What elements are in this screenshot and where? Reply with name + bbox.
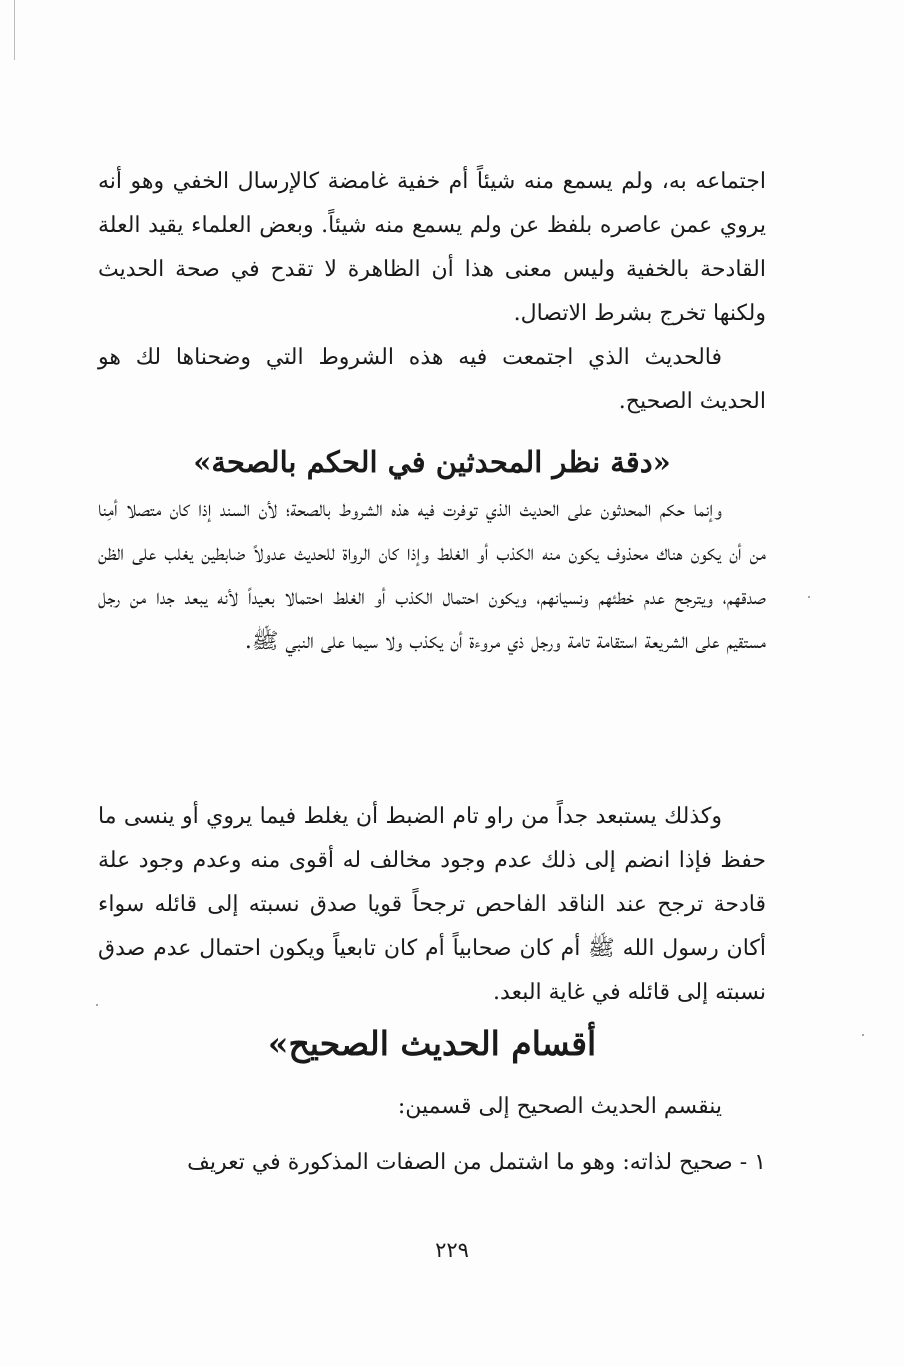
paragraph-reasons bbox=[98, 488, 766, 664]
section-heading-divisions: أقسام الحديث الصحيح» bbox=[267, 1024, 597, 1063]
scan-speck bbox=[862, 1034, 864, 1036]
paragraph-text: وكذلك يستبعد جداً من راو تام الضبط أن يغلط فيما يروي أو ينسى ما حفظ فإذا انضم إلى ذلك عدم وجود مخالف له أقوى منه وعدم وجود علة قادحة ترجح عند الناقد الفاحص ترجحاً قويا صدق نسبته إلى قائله سواء أكان رسول الله ﷺ أم كان صحابياً أم كان تابعياً ويكون احتمال عدم صدق نسبته إلى قائله في غاية البعد. bbox=[98, 804, 766, 1005]
paragraph-hidden-defect bbox=[98, 160, 766, 336]
paragraph-text: ينقسم الحديث الصحيح إلى قسمين: bbox=[397, 1094, 722, 1119]
list-item-first-division bbox=[98, 1141, 766, 1185]
paragraph-divisions-intro bbox=[98, 1085, 766, 1129]
section-heading-precision: «دقة نظر المحدثين في الحكم بالصحة» bbox=[193, 445, 671, 479]
paragraph-accuracy bbox=[98, 795, 766, 1015]
scan-speck bbox=[808, 596, 810, 598]
scan-edge-mark bbox=[14, 0, 15, 60]
paragraph-text: ١ - صحيح لذاته: وهو ما اشتمل من الصفات المذكورة في تعريف bbox=[187, 1150, 766, 1175]
page-number: ٢٢٩ bbox=[435, 1238, 469, 1262]
paragraph-sahih-definition bbox=[98, 336, 766, 424]
scan-speck bbox=[96, 1004, 98, 1006]
paragraph-text: اجتماعه به، ولم يسمع منه شيئاً أم خفية غامضة كالإرسال الخفي وهو أنه يروي عمن عاصره بلفظ عن ولم يسمع منه شيئاً. وبعض العلماء يقيد العلة القادحة بالخفية وليس معنى هذا أن الظاهرة لا تقدح في صحة الحديث ولكنها تخرج بشرط الاتصال. bbox=[98, 169, 766, 326]
paragraph-text: وإنما حكم المحدثون على الحديث الذي توفرت فيه هذه الشروط بالصحة؛ لأن السند إذا كان متصلا أمِنا من أن يكون هناك محذوف يكون منه الكذب أو الغلط وإذا كان الرواة للحديث عدولاً ضابطين يغلب على الظن صدقهم، ويترجح عدم خطئهم ونسيانهم، ويكون احتمال الكذب أو الغلط احتمالا بعيداً لأنه يبعد جدا من رجل مستقيم على الشريعة استقامة تامة ورجل ذي مروءة أن يكذب ولا سيما على النبي ﷺ. bbox=[98, 497, 766, 654]
paragraph-text: فالحديث الذي اجتمعت فيه هذه الشروط التي وضحناها لك هو الحديث الصحيح. bbox=[98, 345, 766, 414]
